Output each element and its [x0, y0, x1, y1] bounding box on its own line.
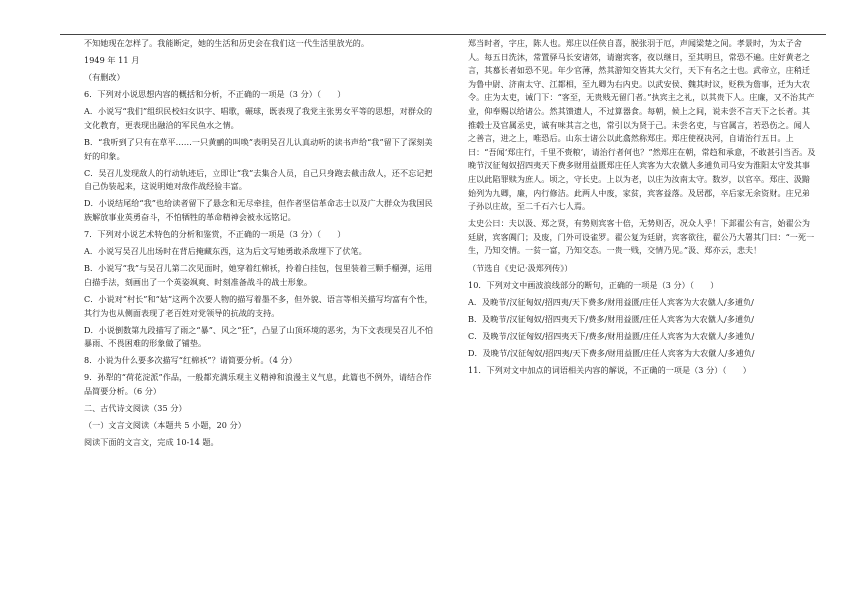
option-10a: A．及晚节/汉征匈奴/招四夷/天下费多/财用益匮/庄任人宾客为大农僦人/多逋负/	[468, 296, 754, 307]
option-10d: D．及晚节/汉征匈奴/招四夷/天下费多/财用益匮/庄任人宾客为大农僦人/多逋负/	[468, 347, 755, 358]
question-7: 7．下列对小说艺术特色的分析和鉴赏，不正确的一项是（3 分）（ ）	[84, 229, 346, 240]
subsection-heading: （一）文言文阅读（本题共 5 小题，20 分）	[84, 420, 246, 431]
option-10b: B．及晚节/汉征匈奴/招四夷天下/费多/财用益匮/庄任人宾客为大农僦人/多逋负/	[468, 313, 755, 324]
option-7c: C．小说对“村长”和“姑”这两个次要人物的描写着墨不多，但外貌、语言等相关描写均富有个性，其行为也从侧面表现了老百姓对党领导的抗战的支持。	[84, 294, 433, 318]
edit-note: （有删改）	[84, 72, 125, 83]
passage-source: （节选自《史记·汲郑列传》）	[468, 262, 573, 273]
question-11: 11．下列对文中加点的词语相关内容的解说，不正确的一项是（3 分）（ ）	[468, 365, 751, 376]
option-6a: A．小说写“我们”组织民校妇女识字、唱歌，碾球，既表现了我党主张男女平等的思想，对群众的文化教育，更表现出融洽的军民鱼水之情。	[84, 106, 433, 130]
right-column	[468, 37, 818, 378]
option-7d: D．小说倒数第九段描写了雨之“暴”、风之“狂”，凸显了山顶环境的恶劣，为下文表现吴召儿不怕暴雨、不畏困难的形象做了铺垫。	[84, 324, 434, 349]
option-6c: C．吴召儿发现敌人的行动轨迹后，立即让“我”去集合人员，自己只身跑去截击敌人，还不忘记把自己伪装起来，这说明她对敌作战经验丰富。	[84, 167, 433, 192]
option-6b: B．“我听到了只有在草平……一只黄鹂的叫唤”表明吴召儿认真动听的读书声给“我”留下了深刻美好的印象。	[84, 137, 433, 161]
header-rule	[60, 34, 826, 35]
passage-main: 郑当时者，字庄，陈人也。郑庄以任侠自喜，脱张羽于厄，声闻梁楚之间。孝景时，为太子舍人。每五日洗沐，常置驿马长安诸郊，请谢宾客，夜以继日，至其明旦，常恐不遍。庄好黄老之言，其慕长者如恐不见。年少官薄，然其游知交皆其大父行，天下有名之士也。武帝立，庄稍迁为鲁中尉、济南太守、江都相，至九卿为右内史。以武安侯、魏其时议，贬秩为詹事，迁为大农令。庄为太吏，诫门下：“客至，无贵贱无留门者。”执宾主之礼，以其贵下人。庄廉，又不治其产业，仰奉赐以给诸公。然其馈遗人，不过算器食。每朝，候上之间，说未尝不言天下之长者。其推毂士及官属丞史，诚有味其言之也，常引以为贤于己。未尝名吏，与官属言，若恐伤之。闻人之善言，进之上，唯恐后。山东士诸公以此翕然称郑庄。郑庄使视决河，自请治行五日。上曰：“吾闻‘郑庄行，千里不赍粮’，请治行者何也？”然郑庄在朝，常趋和承意，不敢甚引当否。及晚节汉征匈奴招四夷天下费多财用益匮郑庄任人宾客为大农僦人多逋负司马安为淮阳太守发其事庄以此陷罪赎为庶人。顷之，守长史。上以为老，以庄为汝南太守。数岁，以官卒。郑庄、汲黯始列为九卿，廉，内行修洁。此两人中废，家贫，宾客益落。及居郡，卒后家无余资财。庄兄弟子孙以庄故，至二千石六七人焉。	[468, 38, 816, 212]
question-6: 6．下列对小说思想内容的概括和分析，不正确的一项是（3 分）（ ）	[84, 89, 346, 100]
option-7b: B．小说写“我”与吴召儿第二次见面时，她穿着红棉袄，拎着白挂包，包里装着三颗手榴弹，运用白描手法，刻画出了一个英姿飒爽、时刻准备战斗的战士形象。	[84, 263, 433, 287]
option-7a: A．小说写吴召儿出场时在背后掩藏东西，这为后文写她勇敢杀敌埋下了伏笔。	[84, 246, 367, 257]
section-heading: 二、古代诗文阅读（35 分）	[84, 403, 187, 414]
option-6d: D．小说结尾给“我”也给读者留下了悬念和无尽牵挂，但作者坚信革命志士以及广大群众为我国民族解放事业英勇奋斗，不怕牺牲的革命精神会被永远铭记。	[84, 198, 433, 223]
option-10c: C．及晚节/汉征匈奴/招四夷天下/费多/财用益匮/庄任人宾客为大农僦人/多逋负/	[468, 330, 755, 341]
date-line: 1949 年 11 月	[84, 55, 140, 66]
passage-comment: 太史公曰：夫以汲、郑之贤，有势则宾客十倍，无势则否，况众人乎！下邽翟公有言，始翟公为廷尉，宾客阗门；及废，门外可设雀罗。翟公复为廷尉，宾客欲往，翟公乃大署其门曰：“一死一生，乃知交情。一贫一富，乃知交态。一贵一贱，交情乃见。”汲、郑亦云，悲夫！	[468, 218, 815, 256]
paragraph: 不知她现在怎样了。我能断定，她的生活和历史会在我们这一代生活里放光的。	[84, 38, 370, 48]
question-8: 8．小说为什么要多次描写“红棉袄”？请简要分析。（4 分）	[84, 355, 297, 366]
question-9: 9．孙犁的“荷花淀派”作品，一般都充满乐观主义精神和浪漫主义气息，此篇也不例外，请结合作品简要分析。（6 分）	[84, 372, 432, 397]
instruction: 阅读下面的文言文，完成 10-14 题。	[84, 437, 219, 448]
left-column	[84, 37, 434, 450]
question-10: 10．下列对文中画波浪线部分的断句，正确的一项是（3 分）（ ）	[468, 279, 719, 290]
